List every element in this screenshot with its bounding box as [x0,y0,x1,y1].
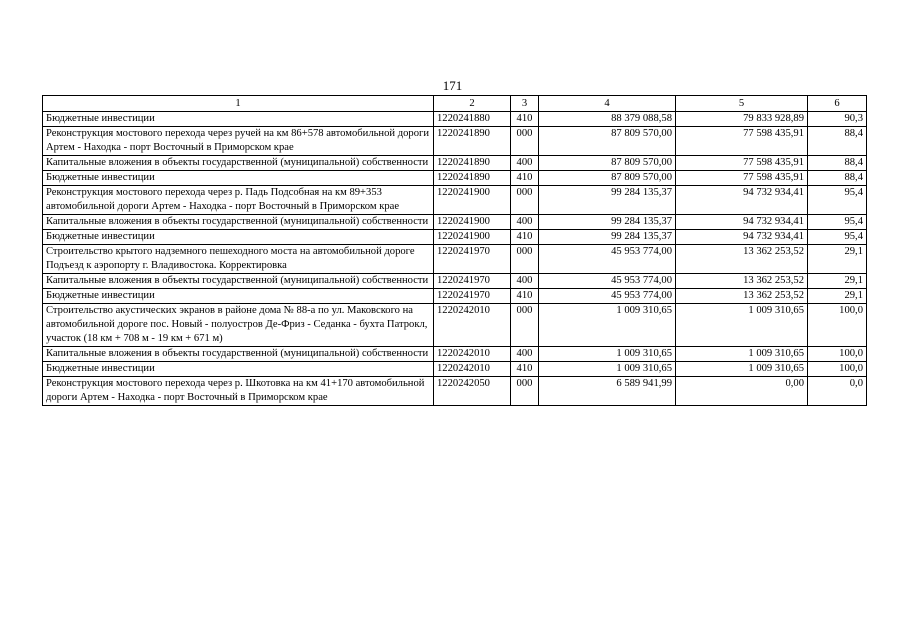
table-row [43,377,867,406]
table-row [43,304,867,347]
item-code: 1220241900 [434,186,511,215]
item-percent: 88,4 [808,127,867,156]
item-fact: 13 362 253,52 [676,245,808,274]
item-plan: 45 953 774,00 [539,245,676,274]
item-code: 1220241970 [434,274,511,289]
item-name: Реконструкция мостового перехода через р. Шкотовка на км 41+170 автомобильной дороги Артем - Находка - порт Восточный в Приморском крае [43,377,434,406]
item-name: Реконструкция мостового перехода через р. Падь Подсобная на км 89+353 автомобильной дороги Артем - Находка - порт Восточный в Приморском крае [43,186,434,215]
item-plan: 45 953 774,00 [539,274,676,289]
item-plan: 99 284 135,37 [539,186,676,215]
item-type: 000 [511,245,539,274]
column-header: 3 [511,96,539,112]
item-fact: 94 732 934,41 [676,230,808,245]
item-code: 1220242010 [434,347,511,362]
item-name: Строительство крытого надземного пешеходного моста на автомобильной дороге Подъезд к аэропорту г. Владивостока. Корректировка [43,245,434,274]
item-percent: 88,4 [808,171,867,186]
item-percent: 100,0 [808,347,867,362]
item-fact: 13 362 253,52 [676,289,808,304]
item-percent: 0,0 [808,377,867,406]
item-plan: 1 009 310,65 [539,304,676,347]
item-percent: 29,1 [808,274,867,289]
item-type: 410 [511,171,539,186]
item-fact: 94 732 934,41 [676,215,808,230]
table-row [43,362,867,377]
item-type: 400 [511,215,539,230]
item-name: Бюджетные инвестиции [43,230,434,245]
item-code: 1220241890 [434,171,511,186]
item-type: 000 [511,127,539,156]
item-code: 1220241900 [434,230,511,245]
item-fact: 79 833 928,89 [676,112,808,127]
item-percent: 88,4 [808,156,867,171]
item-name: Бюджетные инвестиции [43,112,434,127]
item-fact: 1 009 310,65 [676,347,808,362]
table-row [43,347,867,362]
column-header: 2 [434,96,511,112]
item-name: Бюджетные инвестиции [43,171,434,186]
item-type: 410 [511,230,539,245]
table-row [43,156,867,171]
table-row [43,171,867,186]
item-type: 400 [511,274,539,289]
item-percent: 29,1 [808,245,867,274]
item-type: 410 [511,289,539,304]
item-plan: 87 809 570,00 [539,156,676,171]
item-percent: 95,4 [808,215,867,230]
budget-table [42,95,867,406]
column-header: 1 [43,96,434,112]
item-name: Капитальные вложения в объекты государственной (муниципальной) собственности [43,156,434,171]
item-type: 000 [511,377,539,406]
table-row [43,289,867,304]
item-percent: 95,4 [808,230,867,245]
item-fact: 1 009 310,65 [676,362,808,377]
table-row [43,127,867,156]
item-code: 1220241890 [434,127,511,156]
table-row [43,186,867,215]
item-type: 400 [511,156,539,171]
item-code: 1220242010 [434,304,511,347]
item-type: 400 [511,347,539,362]
item-code: 1220241970 [434,289,511,304]
item-percent: 100,0 [808,304,867,347]
item-type: 000 [511,304,539,347]
item-fact: 94 732 934,41 [676,186,808,215]
item-type: 410 [511,362,539,377]
item-percent: 29,1 [808,289,867,304]
table-row [43,274,867,289]
item-plan: 99 284 135,37 [539,230,676,245]
item-plan: 88 379 088,58 [539,112,676,127]
item-code: 1220241880 [434,112,511,127]
page-number: 171 [442,78,463,93]
item-fact: 77 598 435,91 [676,156,808,171]
item-plan: 1 009 310,65 [539,362,676,377]
item-plan: 1 009 310,65 [539,347,676,362]
item-fact: 0,00 [676,377,808,406]
item-percent: 95,4 [808,186,867,215]
item-name: Реконструкция мостового перехода через ручей на км 86+578 автомобильной дороги Артем - Находка - порт Восточный в Приморском крае [43,127,434,156]
item-plan: 87 809 570,00 [539,171,676,186]
table-row [43,245,867,274]
item-name: Бюджетные инвестиции [43,362,434,377]
item-code: 1220241890 [434,156,511,171]
table-row [43,215,867,230]
item-fact: 1 009 310,65 [676,304,808,347]
item-fact: 77 598 435,91 [676,127,808,156]
item-name: Капитальные вложения в объекты государственной (муниципальной) собственности [43,274,434,289]
item-code: 1220242050 [434,377,511,406]
item-name: Капитальные вложения в объекты государственной (муниципальной) собственности [43,347,434,362]
item-percent: 90,3 [808,112,867,127]
item-name: Бюджетные инвестиции [43,289,434,304]
table-header-row [43,96,867,112]
item-plan: 87 809 570,00 [539,127,676,156]
item-plan: 6 589 941,99 [539,377,676,406]
column-header: 4 [539,96,676,112]
item-code: 1220242010 [434,362,511,377]
table-row [43,112,867,127]
item-fact: 77 598 435,91 [676,171,808,186]
item-name: Строительство акустических экранов в районе дома № 88-а по ул. Маковского на автомобильной дороге пос. Новый - полуостров Де-Фриз - Седанка - бухта Патрокл, участок (18 км + 708 м - 19 км + 671 м) [43,304,434,347]
column-header: 6 [808,96,867,112]
item-code: 1220241900 [434,215,511,230]
item-fact: 13 362 253,52 [676,274,808,289]
column-header: 5 [676,96,808,112]
table-row [43,230,867,245]
item-type: 410 [511,112,539,127]
item-plan: 99 284 135,37 [539,215,676,230]
item-name: Капитальные вложения в объекты государственной (муниципальной) собственности [43,215,434,230]
item-plan: 45 953 774,00 [539,289,676,304]
item-type: 000 [511,186,539,215]
item-percent: 100,0 [808,362,867,377]
item-code: 1220241970 [434,245,511,274]
